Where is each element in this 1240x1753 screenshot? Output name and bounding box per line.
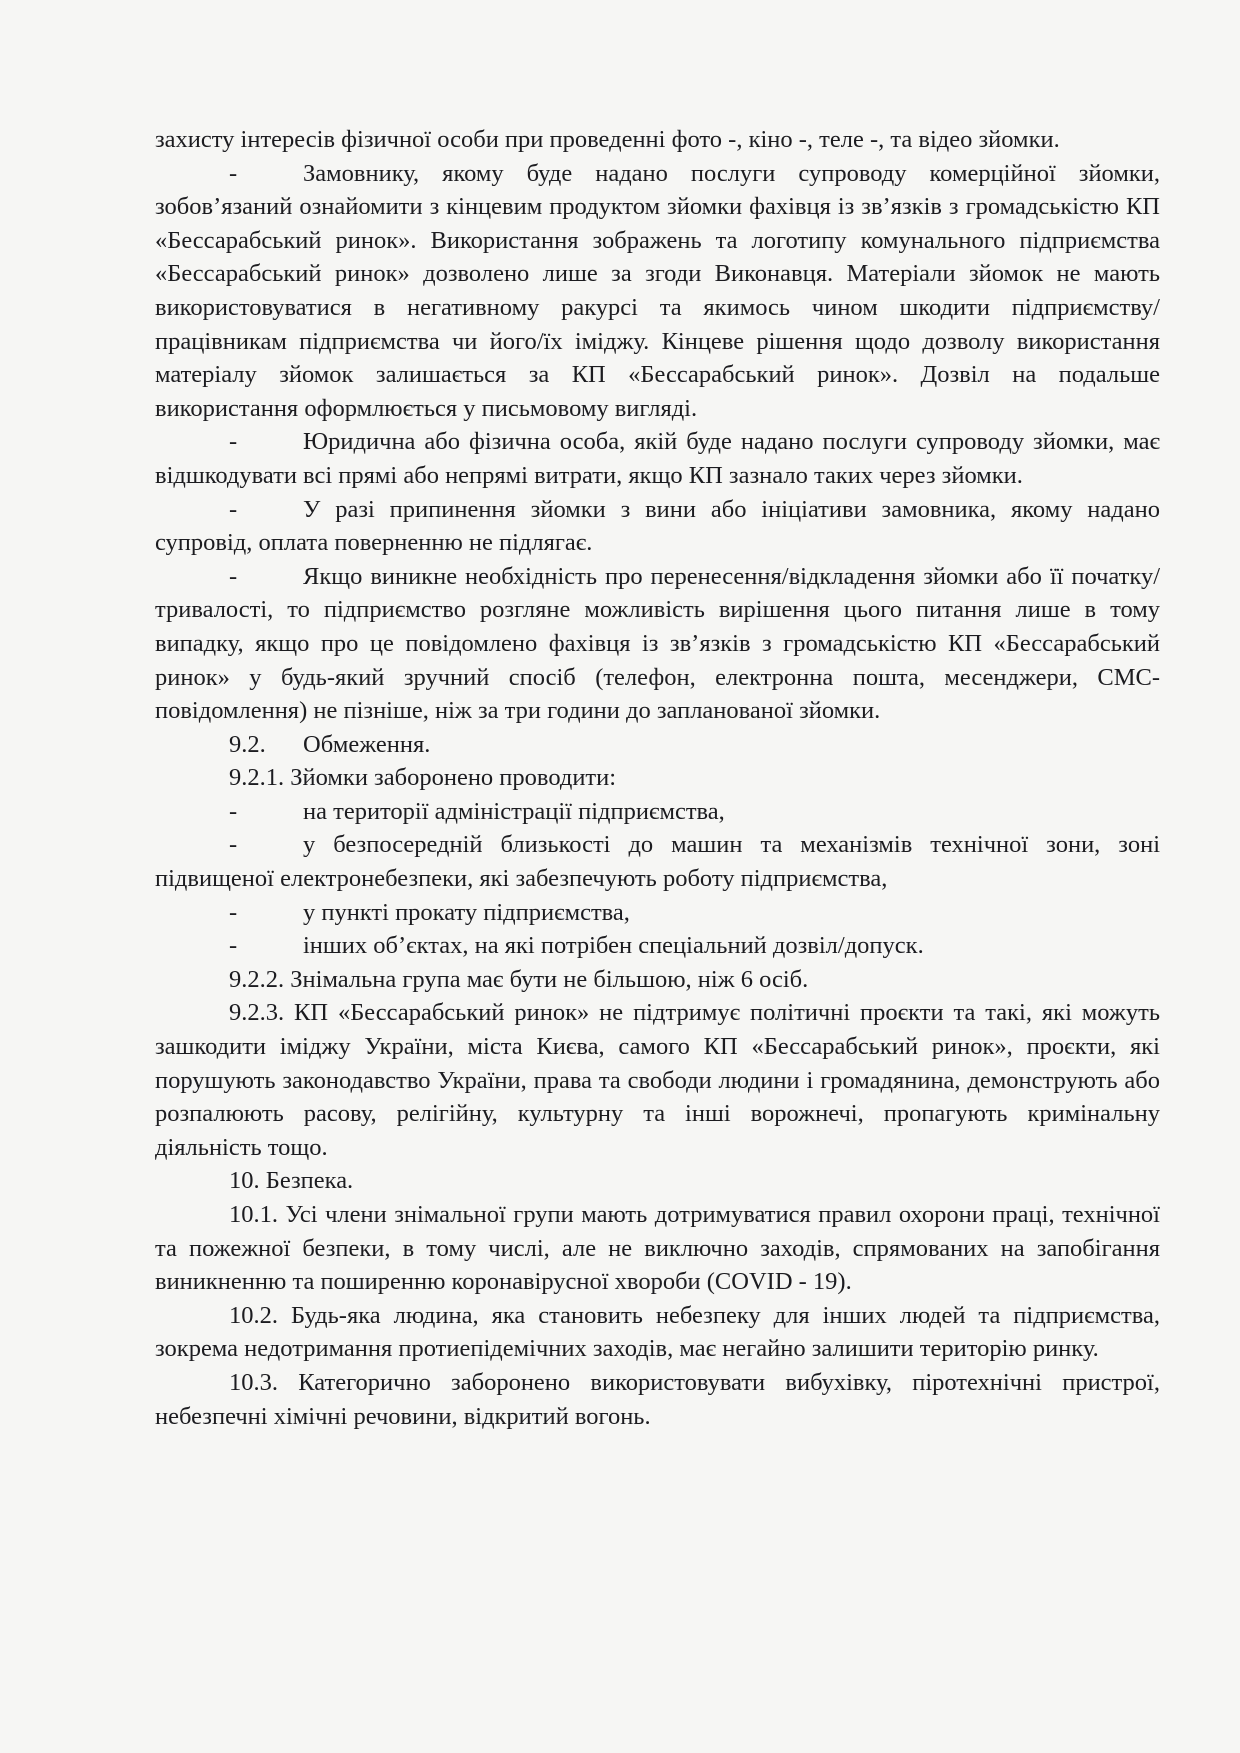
document-body xyxy=(155,123,1160,1433)
paragraph-text: Якщо виникне необхідність про перенесення/відкладення зйомки або її початку/тривалості, то підприємство розгляне можливість вирішення цього питання лише в тому випадку, якщо про це повідомлено фахівця із зв’язків з громадськістю КП «Бессарабський ринок» у будь-який зручний спосіб (телефон, електронна пошта, месенджери, СМС- повідомлення) не пізніше, ніж за три години до запланованої зйомки. xyxy=(155,562,1160,725)
dash-paragraph xyxy=(155,493,1160,560)
dash-marker: - xyxy=(229,831,238,859)
dash-marker: - xyxy=(229,898,238,926)
paragraph-text: У разі припинення зйомки з вини або ініціативи замовника, якому надано супровід, оплата поверненню не підлягає. xyxy=(155,495,1160,557)
clause-9-2-3 xyxy=(155,996,1160,1164)
clause-9-2-2 xyxy=(155,963,1160,997)
paragraph-text: 9.2.1. Зйомки заборонено проводити: xyxy=(229,764,617,792)
dash-paragraph xyxy=(155,896,1160,930)
dash-paragraph xyxy=(155,795,1160,829)
paragraph-text: Замовнику, якому буде надано послуги супроводу комерційної зйомки, зобов’язаний ознайомити з кінцевим продуктом зйомки фахівця із зв’язків з громадськістю КП «Бессарабський ринок». Використання зображень та логотипу комунального підприємства «Бессарабський ринок» дозволено лише за згоди Виконавця. Матеріали зйомок не мають використовуватися в негативному ракурсі та якимось чином шкодити підприємству/працівникам підприємства чи його/їх іміджу. Кінцеве рішення щодо дозволу використання матеріалу зйомок залишається за КП «Бессарабський ринок». Дозвіл на подальше використання оформлюється у письмовому вигляді. xyxy=(155,159,1160,422)
paragraph-text: 9.2.2. Знімальна група має бути не більшою, ніж 6 осіб. xyxy=(229,965,809,993)
paragraph-text: 9.2.3. КП «Бессарабський ринок» не підтримує політичні проєкти та такі, які можуть зашкодити іміджу України, міста Києва, самого КП «Бессарабський ринок», проєкти, які порушують законодавство України, права та свободи людини і громадянина, демонструють або розпалюють расову, релігійну, культурну та інші ворожнечі, пропагують кримінальну діяльність тощо. xyxy=(155,999,1160,1161)
paragraph-text: у пункті прокату підприємства, xyxy=(303,898,630,926)
dash-marker: - xyxy=(229,562,238,590)
paragraph-intro xyxy=(155,123,1160,157)
paragraph-text: 10.3. Категорично заборонено використовувати вибухівку, піротехнічні пристрої, небезпечні хімічні речовини, відкритий вогонь. xyxy=(155,1368,1160,1430)
clause-9-2-1 xyxy=(155,761,1160,795)
paragraph-text: 10.2. Будь-яка людина, яка становить небезпеку для інших людей та підприємства, зокрема недотримання протиепідемічних заходів, має негайно залишити територію ринку. xyxy=(155,1301,1160,1363)
dash-marker: - xyxy=(229,428,238,456)
dash-paragraph xyxy=(155,929,1160,963)
paragraph-text: 10.1. Усі члени знімальної групи мають дотримуватися правил охорони праці, технічної та пожежної безпеки, в тому числі, але не виключно заходів, спрямованих на запобігання виникненню та поширенню коронавірусної хвороби (COVID - 19). xyxy=(155,1201,1160,1296)
paragraph-text: захисту інтересів фізичної особи при проведенні фото -, кіно -, теле -, та відео зйомки. xyxy=(155,126,1060,153)
dash-marker: - xyxy=(229,932,238,960)
clause-10-3 xyxy=(155,1366,1160,1433)
section-heading-10 xyxy=(155,1164,1160,1198)
dash-paragraph xyxy=(155,157,1160,426)
paragraph-text: 10. Безпека. xyxy=(229,1167,354,1195)
dash-paragraph xyxy=(155,425,1160,492)
clause-10-2 xyxy=(155,1299,1160,1366)
paragraph-text: у безпосередній близькості до машин та механізмів технічної зони, зоні підвищеної електронебезпеки, які забезпечують роботу підприємства, xyxy=(155,831,1160,893)
section-title: Обмеження. xyxy=(303,730,431,758)
section-heading-9-2 xyxy=(155,728,1160,762)
dash-marker: - xyxy=(229,797,238,825)
section-number: 9.2. xyxy=(229,730,266,758)
paragraph-text: Юридична або фізична особа, якій буде надано послуги супроводу зйомки, має відшкодувати всі прямі або непрямі витрати, якщо КП зазнало таких через зйомки. xyxy=(155,428,1160,489)
dash-paragraph xyxy=(155,560,1160,728)
dash-marker: - xyxy=(229,495,238,523)
clause-10-1 xyxy=(155,1198,1160,1299)
dash-marker: - xyxy=(229,159,238,187)
paragraph-text: на території адміністрації підприємства, xyxy=(303,797,725,825)
paragraph-text: інших об’єктах, на які потрібен спеціальний дозвіл/допуск. xyxy=(303,932,924,960)
dash-paragraph xyxy=(155,828,1160,895)
